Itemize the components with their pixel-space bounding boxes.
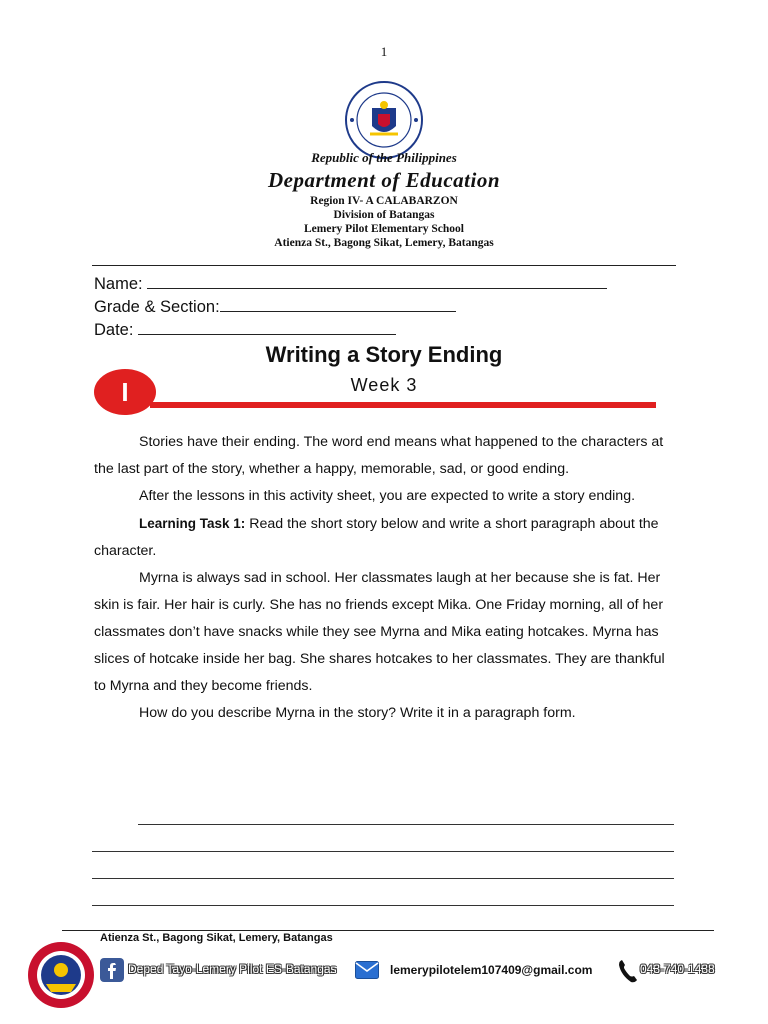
footer-divider [62, 930, 714, 931]
task-paragraph [94, 510, 678, 565]
name-blank[interactable] [147, 275, 607, 289]
grade-label: Grade & Section: [94, 298, 220, 316]
page-number: 1 [380, 44, 388, 59]
title-underline [150, 402, 656, 408]
grade-blank[interactable] [220, 298, 456, 312]
header-divider [92, 265, 676, 266]
facebook-page-link[interactable]: Deped Tayo-Lemery Pilot ES-Batangas [128, 962, 337, 976]
grade-section-field[interactable] [94, 298, 456, 317]
expectation-paragraph: After the lessons in this activity sheet, you are expected to write a story ending. [139, 488, 636, 504]
task-label: Learning Task 1: [139, 516, 246, 531]
school-line: Lemery Pilot Elementary School [303, 223, 464, 235]
footer-address: Atienza St., Bagong Sikat, Lemery, Batangas [100, 932, 333, 944]
email-address-link[interactable]: lemerypilotelem107409@gmail.com [390, 963, 593, 977]
section-marker-icon [92, 367, 158, 417]
section-marker-letter: I [121, 377, 129, 407]
phone-number-link[interactable]: 043-740-1438 [640, 962, 715, 976]
name-label: Name: [94, 275, 143, 293]
task-text: Read the short story below and write a short paragraph about the character. [94, 516, 659, 559]
date-blank[interactable] [138, 321, 396, 335]
department-heading: Department of Education [267, 168, 500, 192]
question-paragraph: How do you describe Myrna in the story? Write it in a paragraph form. [139, 705, 576, 721]
name-field[interactable] [94, 275, 607, 294]
date-field[interactable] [94, 321, 396, 340]
date-label: Date: [94, 321, 134, 339]
republic-heading: Republic of the Philippines [311, 150, 457, 165]
writing-line[interactable] [92, 851, 674, 852]
deped-seal-icon [344, 80, 424, 160]
lesson-title: Writing a Story Ending [265, 342, 503, 367]
intro-paragraph: Stories have their ending. The word end means what happened to the characters at the last part of the story, whether a happy, memorable, sad, or good ending. [94, 434, 664, 477]
week-label: Week 3 [350, 375, 418, 395]
writing-line[interactable] [92, 905, 674, 906]
facebook-icon[interactable] [100, 958, 124, 982]
phone-icon[interactable] [617, 958, 639, 984]
body-text [94, 429, 678, 727]
address-line: Atienza St., Bagong Sikat, Lemery, Batangas [274, 237, 494, 249]
email-icon[interactable] [355, 961, 379, 979]
writing-line[interactable] [138, 824, 674, 825]
story-paragraph: Myrna is always sad in school. Her classmates laugh at her because she is fat. Her skin is fair. Her hair is curly. She has no friends except Mika. One Friday morning, all of her classmates don’t have snacks while they see Myrna and Mika eating hotcakes. Myrna has slices of hotcake inside her bag. She shares hotcakes to her classmates. They are thankful to Myrna and they become friends. [94, 570, 665, 694]
division-line: Division of Batangas [333, 209, 435, 221]
writing-line[interactable] [92, 878, 674, 879]
region-line: Region IV- A CALABARZON [310, 195, 458, 207]
school-logo-icon [26, 940, 96, 1010]
